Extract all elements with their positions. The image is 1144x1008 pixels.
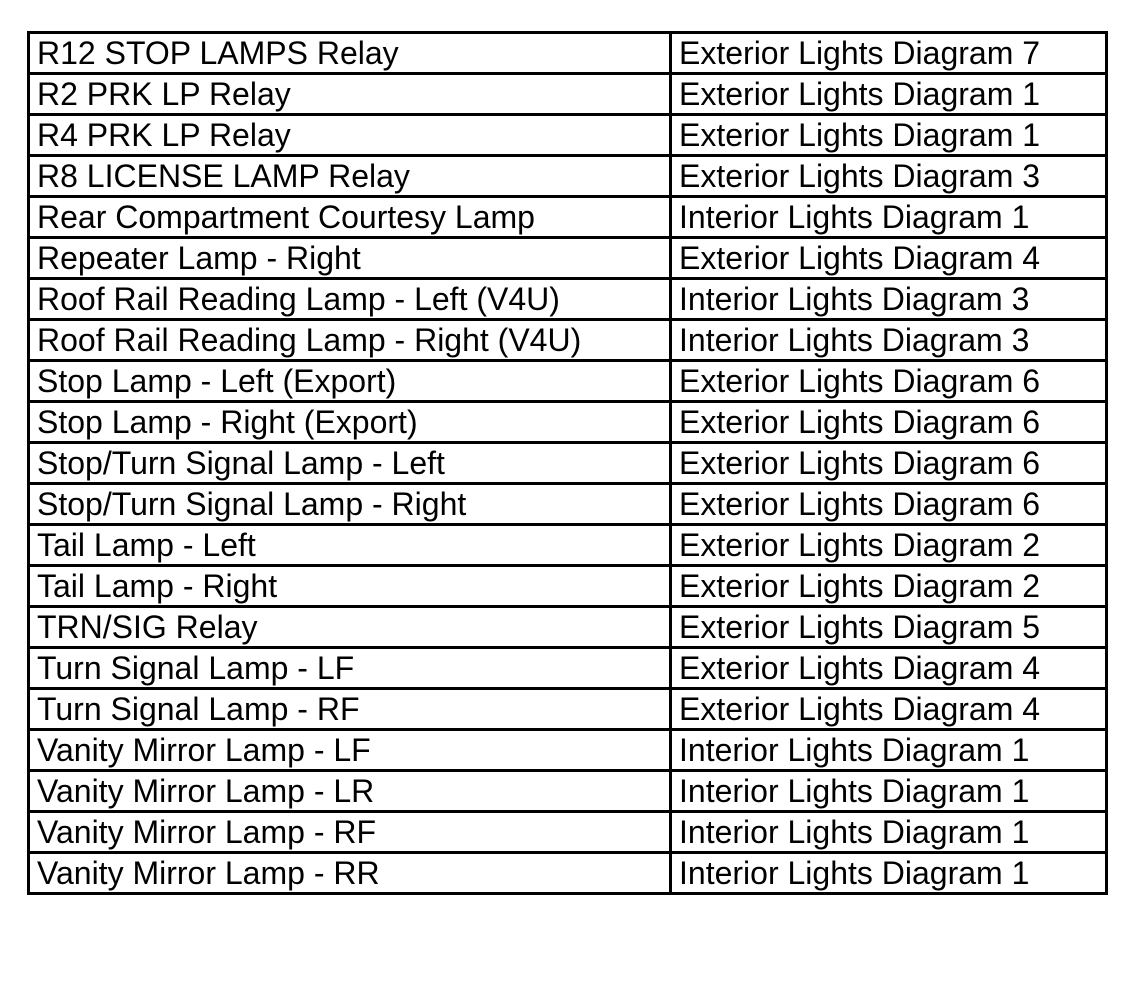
table-row bbox=[29, 771, 1107, 812]
component-name-cell: R8 LICENSE LAMP Relay bbox=[29, 156, 671, 197]
component-name-cell: Vanity Mirror Lamp - RF bbox=[29, 812, 671, 853]
component-name-cell: Vanity Mirror Lamp - RR bbox=[29, 853, 671, 894]
diagram-reference-cell: Exterior Lights Diagram 6 bbox=[671, 402, 1107, 443]
diagram-reference-cell: Interior Lights Diagram 3 bbox=[671, 279, 1107, 320]
component-name-cell: Repeater Lamp - Right bbox=[29, 238, 671, 279]
component-name-cell: TRN/SIG Relay bbox=[29, 607, 671, 648]
diagram-reference-cell: Interior Lights Diagram 1 bbox=[671, 197, 1107, 238]
diagram-reference-cell: Interior Lights Diagram 1 bbox=[671, 771, 1107, 812]
table-row bbox=[29, 648, 1107, 689]
table-row bbox=[29, 197, 1107, 238]
diagram-reference-cell: Exterior Lights Diagram 2 bbox=[671, 525, 1107, 566]
component-name-cell: Turn Signal Lamp - RF bbox=[29, 689, 671, 730]
diagram-reference-cell: Interior Lights Diagram 3 bbox=[671, 320, 1107, 361]
diagram-reference-cell: Interior Lights Diagram 1 bbox=[671, 853, 1107, 894]
diagram-reference-cell: Exterior Lights Diagram 4 bbox=[671, 238, 1107, 279]
table-row bbox=[29, 402, 1107, 443]
diagram-reference-cell: Interior Lights Diagram 1 bbox=[671, 730, 1107, 771]
table-body bbox=[29, 33, 1107, 894]
component-name-cell: Vanity Mirror Lamp - LR bbox=[29, 771, 671, 812]
component-name-cell: Tail Lamp - Left bbox=[29, 525, 671, 566]
table-row bbox=[29, 238, 1107, 279]
diagram-reference-cell: Exterior Lights Diagram 4 bbox=[671, 648, 1107, 689]
component-name-cell: Roof Rail Reading Lamp - Left (V4U) bbox=[29, 279, 671, 320]
component-name-cell: Rear Compartment Courtesy Lamp bbox=[29, 197, 671, 238]
component-name-cell: Vanity Mirror Lamp - LF bbox=[29, 730, 671, 771]
table-row bbox=[29, 115, 1107, 156]
component-name-cell: R4 PRK LP Relay bbox=[29, 115, 671, 156]
diagram-reference-cell: Exterior Lights Diagram 1 bbox=[671, 74, 1107, 115]
diagram-reference-cell: Exterior Lights Diagram 6 bbox=[671, 484, 1107, 525]
table-row bbox=[29, 853, 1107, 894]
diagram-reference-cell: Interior Lights Diagram 1 bbox=[671, 812, 1107, 853]
component-name-cell: Tail Lamp - Right bbox=[29, 566, 671, 607]
component-name-cell: Stop/Turn Signal Lamp - Right bbox=[29, 484, 671, 525]
component-index-table bbox=[27, 31, 1108, 895]
component-name-cell: Roof Rail Reading Lamp - Right (V4U) bbox=[29, 320, 671, 361]
component-index-sheet bbox=[27, 31, 1105, 965]
component-name-cell: Stop Lamp - Right (Export) bbox=[29, 402, 671, 443]
table-row bbox=[29, 74, 1107, 115]
table-row bbox=[29, 443, 1107, 484]
component-name-cell: R2 PRK LP Relay bbox=[29, 74, 671, 115]
table-row bbox=[29, 607, 1107, 648]
table-row bbox=[29, 566, 1107, 607]
diagram-reference-cell: Exterior Lights Diagram 3 bbox=[671, 156, 1107, 197]
component-name-cell: R12 STOP LAMPS Relay bbox=[29, 33, 671, 74]
diagram-reference-cell: Exterior Lights Diagram 7 bbox=[671, 33, 1107, 74]
table-row bbox=[29, 320, 1107, 361]
diagram-reference-cell: Exterior Lights Diagram 2 bbox=[671, 566, 1107, 607]
table-row bbox=[29, 525, 1107, 566]
diagram-reference-cell: Exterior Lights Diagram 6 bbox=[671, 443, 1107, 484]
table-row bbox=[29, 812, 1107, 853]
table-row bbox=[29, 730, 1107, 771]
table-row bbox=[29, 279, 1107, 320]
table-row bbox=[29, 33, 1107, 74]
table-row bbox=[29, 156, 1107, 197]
table-row bbox=[29, 689, 1107, 730]
component-name-cell: Stop/Turn Signal Lamp - Left bbox=[29, 443, 671, 484]
table-row bbox=[29, 484, 1107, 525]
diagram-reference-cell: Exterior Lights Diagram 4 bbox=[671, 689, 1107, 730]
diagram-reference-cell: Exterior Lights Diagram 1 bbox=[671, 115, 1107, 156]
diagram-reference-cell: Exterior Lights Diagram 6 bbox=[671, 361, 1107, 402]
diagram-reference-cell: Exterior Lights Diagram 5 bbox=[671, 607, 1107, 648]
component-name-cell: Turn Signal Lamp - LF bbox=[29, 648, 671, 689]
component-name-cell: Stop Lamp - Left (Export) bbox=[29, 361, 671, 402]
table-row bbox=[29, 361, 1107, 402]
